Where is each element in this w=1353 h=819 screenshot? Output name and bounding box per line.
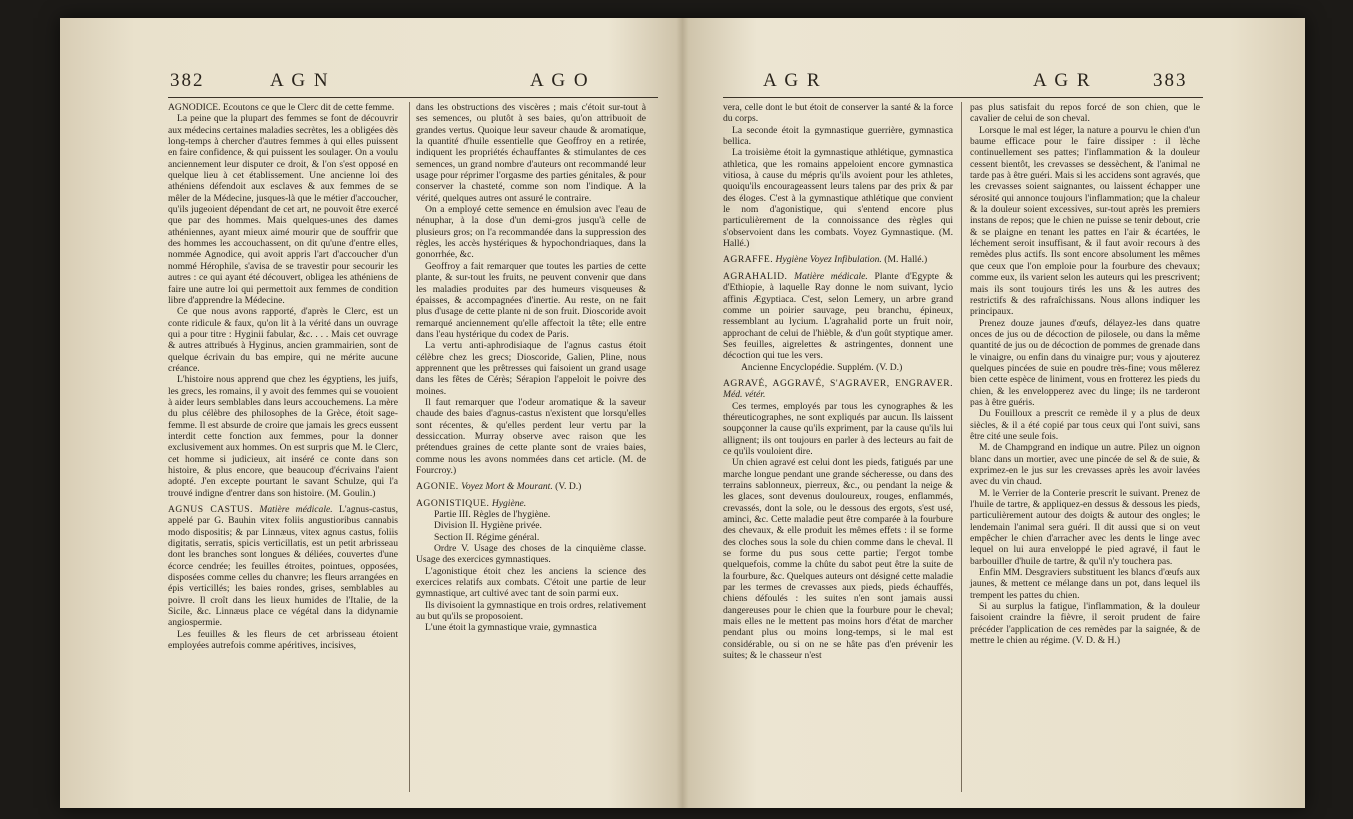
entry-headword: AGRAHALID. [723, 270, 788, 282]
paragraph: Les feuilles & les fleurs de cet arbrisseau étoient employées autrefois comme apéritives, incisives, [168, 628, 398, 652]
right-running-head [683, 70, 1305, 96]
outline-line: Division II. Hygiène privée. [434, 520, 542, 532]
left-head-1: A G N [270, 70, 330, 91]
entry-text: (M. Hallé.) [884, 254, 928, 266]
article-entry [416, 498, 646, 509]
entry-text: Plante d'Egypte & d'Ethiopie, à laquelle Ray donne le nom suivant, lycio affinis Ægyptiaca. C'est, selon Lemery, un arbre grand comme un poirier sauvage, peu branchu, épineux, ressemblant au lycium. L'agrahalid porte un fruit noir, approchant de celui de l'hièble, & d'un goût styptique amer. Ses feuilles, aigrelettes & astringentes, donnent une décoction qui tue les vers. [723, 270, 953, 362]
outline-line: Section II. Régime général. [434, 531, 540, 543]
paragraph: La seconde étoit la gymnastique guerrière, gymnastica bellica. [723, 124, 953, 148]
right-head-2: A G R [1033, 70, 1092, 91]
outline-line: Partie III. Règles de l'hygiène. [434, 509, 551, 521]
open-book [60, 18, 1305, 808]
paragraph: Du Fouilloux a prescrit ce remède il y a plus de deux siècles, & il a été copié par tous ceux qui l'ont suivi, sans être cité une seule fois. [970, 408, 1200, 442]
paragraph: L'agonistique étoit chez les anciens la science des exercices relatifs aux combats. C'étoit une partie de leur gymnastique, art cultivé avec tant de soin parmi eux. [416, 565, 646, 600]
entry-category: Matière médicale. [259, 504, 333, 516]
paragraph: La vertu anti-aphrodisiaque de l'agnus castus étoit célèbre chez les grecs; Dioscoride, Galien, Pline, nous apprennent que les prêtresses qui faisoient un grand usage dans les fêtes de Cérès; Sérapion l'appeloit le poivre des moines. [416, 340, 646, 397]
entry-headword: AGNUS CASTUS. [168, 504, 254, 516]
paragraph: M. de Champgrand en indique un autre. Pilez un oignon blanc dans un mortier, avec une pincée de sel & de suie, & exprimez-en le jus sur les crevasses après les avoir lavées avec du vin chaud. [970, 442, 1200, 488]
entry-category: Hygiène. [491, 497, 527, 509]
paragraph: La troisième étoit la gymnastique athlétique, gymnastica athletica, que les romains appeloient encore gymnastica vitiosa, à cause du mépris qu'ils avoient pour les athletes, quoiqu'ils encourageassent leurs talens par des prix & par des éloges. C'est à la gymnastique athlétique que convient le nom d'agonistique, qui s'entend encore plus particulièrement de la connoissance des règles qui s'observoient dans les combats. Voyez Gymnastique. (M. Hallé.) [723, 147, 953, 250]
entry-headword: AGRAFFE. [723, 254, 774, 266]
left-running-head [60, 70, 682, 96]
article-entry [723, 271, 953, 362]
continued-paragraph: AGNODICE. Ecoutons ce que le Clerc dit de cette femme. [168, 102, 395, 113]
right-page [683, 18, 1305, 808]
right-header-rule [723, 97, 1203, 98]
entry-category: Méd. vétér. [723, 389, 766, 401]
entry-headword: AGONISTIQUE. [416, 497, 490, 509]
entry-text: (V. D.) [555, 481, 582, 493]
left-head-2: A G O [530, 70, 590, 91]
paragraph: Ce que nous avons rapporté, d'après le Clerc, est un conte ridicule & faux, qu'on lit à la vérité dans un ouvrage qui a pour titre : Hyginii fabular, &c. . . . Mais cet ouvrage & autres attribués à Hyginus, ancien grammairien, sont de quelque écrivain du bas empire, qui ne mérite aucune créance. [168, 306, 398, 374]
entry-text: L'agnus-castus, appelé par G. Bauhin vitex foliis angustioribus cannabis modo dispositis; & par Linnæus, vitex agnus castus, foliis digitatis, serratis, spicis verticillatis, est un petit arbrisseau dont les branches sont longues & déliées, couvertes d'une écorce cendrée; les feuilles étroites, pointues, opposées, disposées comme celles du chanvre; les fleurs arrangées en épis verticillés; les baies rondes, grises, semblables au poivre. Il croît dans les lieux humides de l'Italie, de la Sicile, &c. Linnæus place ce végétal dans la didynamie angiospermie. [168, 504, 398, 629]
left-page [60, 18, 682, 808]
right-page-number: 383 [1153, 70, 1188, 91]
paragraph: La peine que la plupart des femmes se font de découvrir aux médecins certaines maladies secrètes, les a obligées dès long-temps à chercher d'autres femmes à qui elles puissent en faire confidence, & qui puissent les soulager. On a voulu anciennement leur disputer ce droit, & l'on s'est opposé en quelque lieu à cet établissement. Une ancienne loi des athéniens défendoit aux esclaves & aux femmes de se mêler de la Médecine, jusques-là que le métier d'accoucher, qu'ils jugeoient dépendant de cet art, ne pouvoit être exercé que par des hommes. Mais quelques-unes des dames athéniennes, ayant mieux aimé mourir que de souffrir que des hommes les accouchassent, on dit qu'une d'entre elles, nommée Agnodice, qui avoit appris l'art d'accoucher d'un nommé Hérophile, s'avisa de se travestir pour secourir les autres : ce qui ayant été découvert, obligea les athéniens de faire une autre loi qui permettoit aux femmes de condition libre d'apprendre la Médecine. [168, 113, 398, 306]
right-column-2 [970, 102, 1200, 647]
article-entry [416, 481, 646, 492]
paragraph: On a employé cette semence en émulsion avec l'eau de nénuphar, à la dose d'un demi-gros jusqu'à celle de plusieurs gros; on l'a recommandée dans la suppression des règles, les accès hystériques & hypochondriaques, dans la gonorrhée, &c. [416, 204, 646, 261]
left-column-2 [416, 102, 646, 634]
outline-line: Ordre V. Usage des choses de la cinquième classe. Usage des exercices gymnastiques. [416, 543, 646, 566]
paragraph: M. le Verrier de la Conterie prescrit le suivant. Prenez de l'huile de tartre, & appliquez-en dessus & dessous les pieds, particulièrement autour des doigts & autour des ongles; le lendemain l'animal sera guéri. Il dit aussi que si on veut empêcher le chien d'arracher avec les dents le linge avec lequel on lui aura enveloppé le pied agravé, il faut le barbouiller d'huile de tartre, & qu'il n'y touchera pas. [970, 487, 1200, 567]
left-page-number: 382 [170, 70, 205, 91]
paragraph: Il faut remarquer que l'odeur aromatique & la saveur chaude des baies d'agnus-castus n'existent que lorsqu'elles sont récentes, & qu'elles perdent leur vertu par la dessiccation. Murray observe avec raison que les prétendues graines de cette plante sont de vraies baies, comme nous les avons nommées dans cet article. (M. de Fourcroy.) [416, 396, 646, 476]
paragraph: Prenez douze jaunes d'œufs, délayez-les dans quatre onces de jus ou de décoction de pilosele, ou dans la même quantité de jus ou de décoction de pommes de grenade dans le vinaigre, ou enfin dans du vinaigre pur; vous y ajouterez quelques pincées de suie en poudre très-fine; vous mêlerez bien cette espèce de liniment, vous en frotterez les pieds du chien, & les envelopperez avec du linge; ils ne tarderont pas à être guéris. [970, 317, 1200, 408]
right-column-divider [961, 102, 962, 792]
entry-headword: AGONIE. [416, 481, 459, 493]
paragraph: Si au surplus la fatigue, l'inflammation, & la douleur faisoient craindre la fièvre, il seroit prudent de faire précéder l'application de ces remèdes par la saignée, & de mettre le chien au régime. (V. D. & H.) [970, 601, 1200, 647]
outline-line: Ancienne Encyclopédie. Supplém. (V. D.) [741, 361, 903, 373]
paragraph: Ces termes, employés par tous les cynographes & les théreuticographes, ne sont expliqués par aucun. Ils laissent soupçonner la cause qu'ils expriment, par la cause qu'ils lui allignent; ils ont toujours en parler à des lecteurs au fait de ce qu'ils vouloient dire. [723, 400, 953, 457]
paragraph: Un chien agravé est celui dont les pieds, fatigués par une marche longue pendant une grande sécheresse, ou dans des terrains sablonneux, pierreux, &c., ou pendant la neige & les glaces, sont devenus douloureux, rouges, enflammés, crevassés, dont la sole, ou le dessous des ergots, s'est usé, aminci, &c. Cette maladie peut être comparée à la fourbure des chevaux, & elle produit les mêmes effets : il se forme des cloches sous la sole du chien comme dans le cheval. Il se forme du pus sous cette partie; l'ergot tombe quelquefois, comme la chûte du sabot peut être la suite de la fourbure, &c. Quelques auteurs ont désigné cette maladie par les termes de crevasses aux pieds, pieds échauffés, chiens défoulés : les suites n'en sont jamais aussi dangereuses pour le chien que la fourbure pour le cheval; mais elles ne le mettent pas moins hors d'état de marcher pendant plus ou moins long-temps, si le mal est considérable, ou si on ne se hâte pas d'en prévenir les suites; & le chasseur n'est [723, 457, 953, 662]
left-column-divider [409, 102, 410, 792]
entry-headword: AGRAVÉ, AGGRAVÉ, S'AGRAVER, ENGRAVER. [723, 377, 953, 389]
paragraph: L'histoire nous apprend que chez les égyptiens, les juifs, les grecs, les romains, il y avoit des femmes qui se vouoient à aider leurs semblables dans leurs accouchemens. La mère du plus célèbre des philosophes de la Grèce, étoit sage-femme. Il est absurde de croire que jamais les grecs eussent interdit cette fonction aux femmes, pour la donner exclusivement aux hommes. On est surpris que M. le Clerc, cet homme si judicieux, ait inséré ce conte dans son histoire, & plus encore, que beaucoup d'écrivains l'aient adopté. J'en excepte pourtant le savant Schulze, qui l'a trouvé indigne d'entrer dans son histoire. (M. Goulin.) [168, 374, 398, 499]
paragraph: Ils divisoient la gymnastique en trois ordres, relativement au but qu'ils se proposoient. [416, 599, 646, 623]
paragraph: Enfin MM. Desgraviers substituent les blancs d'œufs aux jaunes, & mettent ce mélange dans un pot, dans lequel ils trempent les pattes du chien. [970, 567, 1200, 601]
continued-paragraph: pas plus satisfait du repos forcé de son chien, que le cavalier de celui de son cheval. [970, 102, 1200, 125]
left-column-1 [168, 102, 398, 652]
right-head-1: A G R [763, 70, 822, 91]
article-entry [168, 504, 398, 629]
continued-paragraph: dans les obstructions des viscères ; mais c'étoit sur-tout à ses semences, ou plutôt à ses baies, qu'on attribuoit de grandes vertus. Quoique leur saveur chaude & aromatique, la quantité d'huile essentielle que Geoffroy en a retirée, indiquent les propriétés échauffantes & stimulantes de ces semences, un grand nombre d'auteurs ont recommandé leur usage pour réprimer l'orgasme des parties génitales, & pour conserver la chasteté, comme son nom l'indique. A la vérité, quelques autres ont assuré le contraire. [416, 102, 646, 204]
entry-category: Voyez Mort & Mourant. [461, 481, 553, 493]
entry-category: Hygiène Voyez Infibulation. [775, 254, 882, 266]
article-entry [723, 378, 953, 401]
paragraph: Lorsque le mal est léger, la nature a pourvu le chien d'un baume efficace pour le faire dissiper : il lèche continuellement ses pattes; l'inflammation & la douleur cessent bientôt, les crevasses se dessèchent, & l'animal ne tarde pas à être guéri. Mais si les accidens sont agravés, que les crevasses soient saignantes, ou laissent échapper une sérosité qui annonce toujours l'inflammation; que la chaleur & la douleur soient excessives, sur-tout après les premiers instans de repos; que le chien ne puisse se tenir debout, crie & se plaigne en tenant les pattes en l'air & écartées, le léchement seroit insuffisant, & il faut avoir recours à des remèdes plus actifs. Ils sont encore absolument les mêmes que ceux que l'on emploie pour la fourbure des chevaux; comme eux, ils varient selon les auteurs qui les prescrivent; mais ils sont toujours tirés les uns & les autres des restrictifs & des rafraîchissans. Nous allons indiquer les principaux. [970, 124, 1200, 318]
article-entry [723, 254, 953, 265]
left-header-rule [168, 97, 658, 98]
continued-paragraph: vera, celle dont le but étoit de conserver la santé & la force du corps. [723, 102, 953, 125]
paragraph: L'une étoit la gymnastique vraie, gymnastica [425, 622, 597, 634]
right-column-1 [723, 102, 953, 662]
entry-category: Matière médicale. [794, 270, 868, 282]
paragraph: Geoffroy a fait remarquer que toutes les parties de cette plante, & sur-tout les fruits, ne peuvent convenir que dans les maladies produites par des humeurs visqueuses & épaisses, & accompagnées d'inertie. Au reste, on ne fait plus d'usage de cette plante ni de son fruit. Dioscoride avoit remarqué anciennement qu'elle affectoit la tête; elle entre dans l'eau hystérique du codex de Paris. [416, 260, 646, 340]
